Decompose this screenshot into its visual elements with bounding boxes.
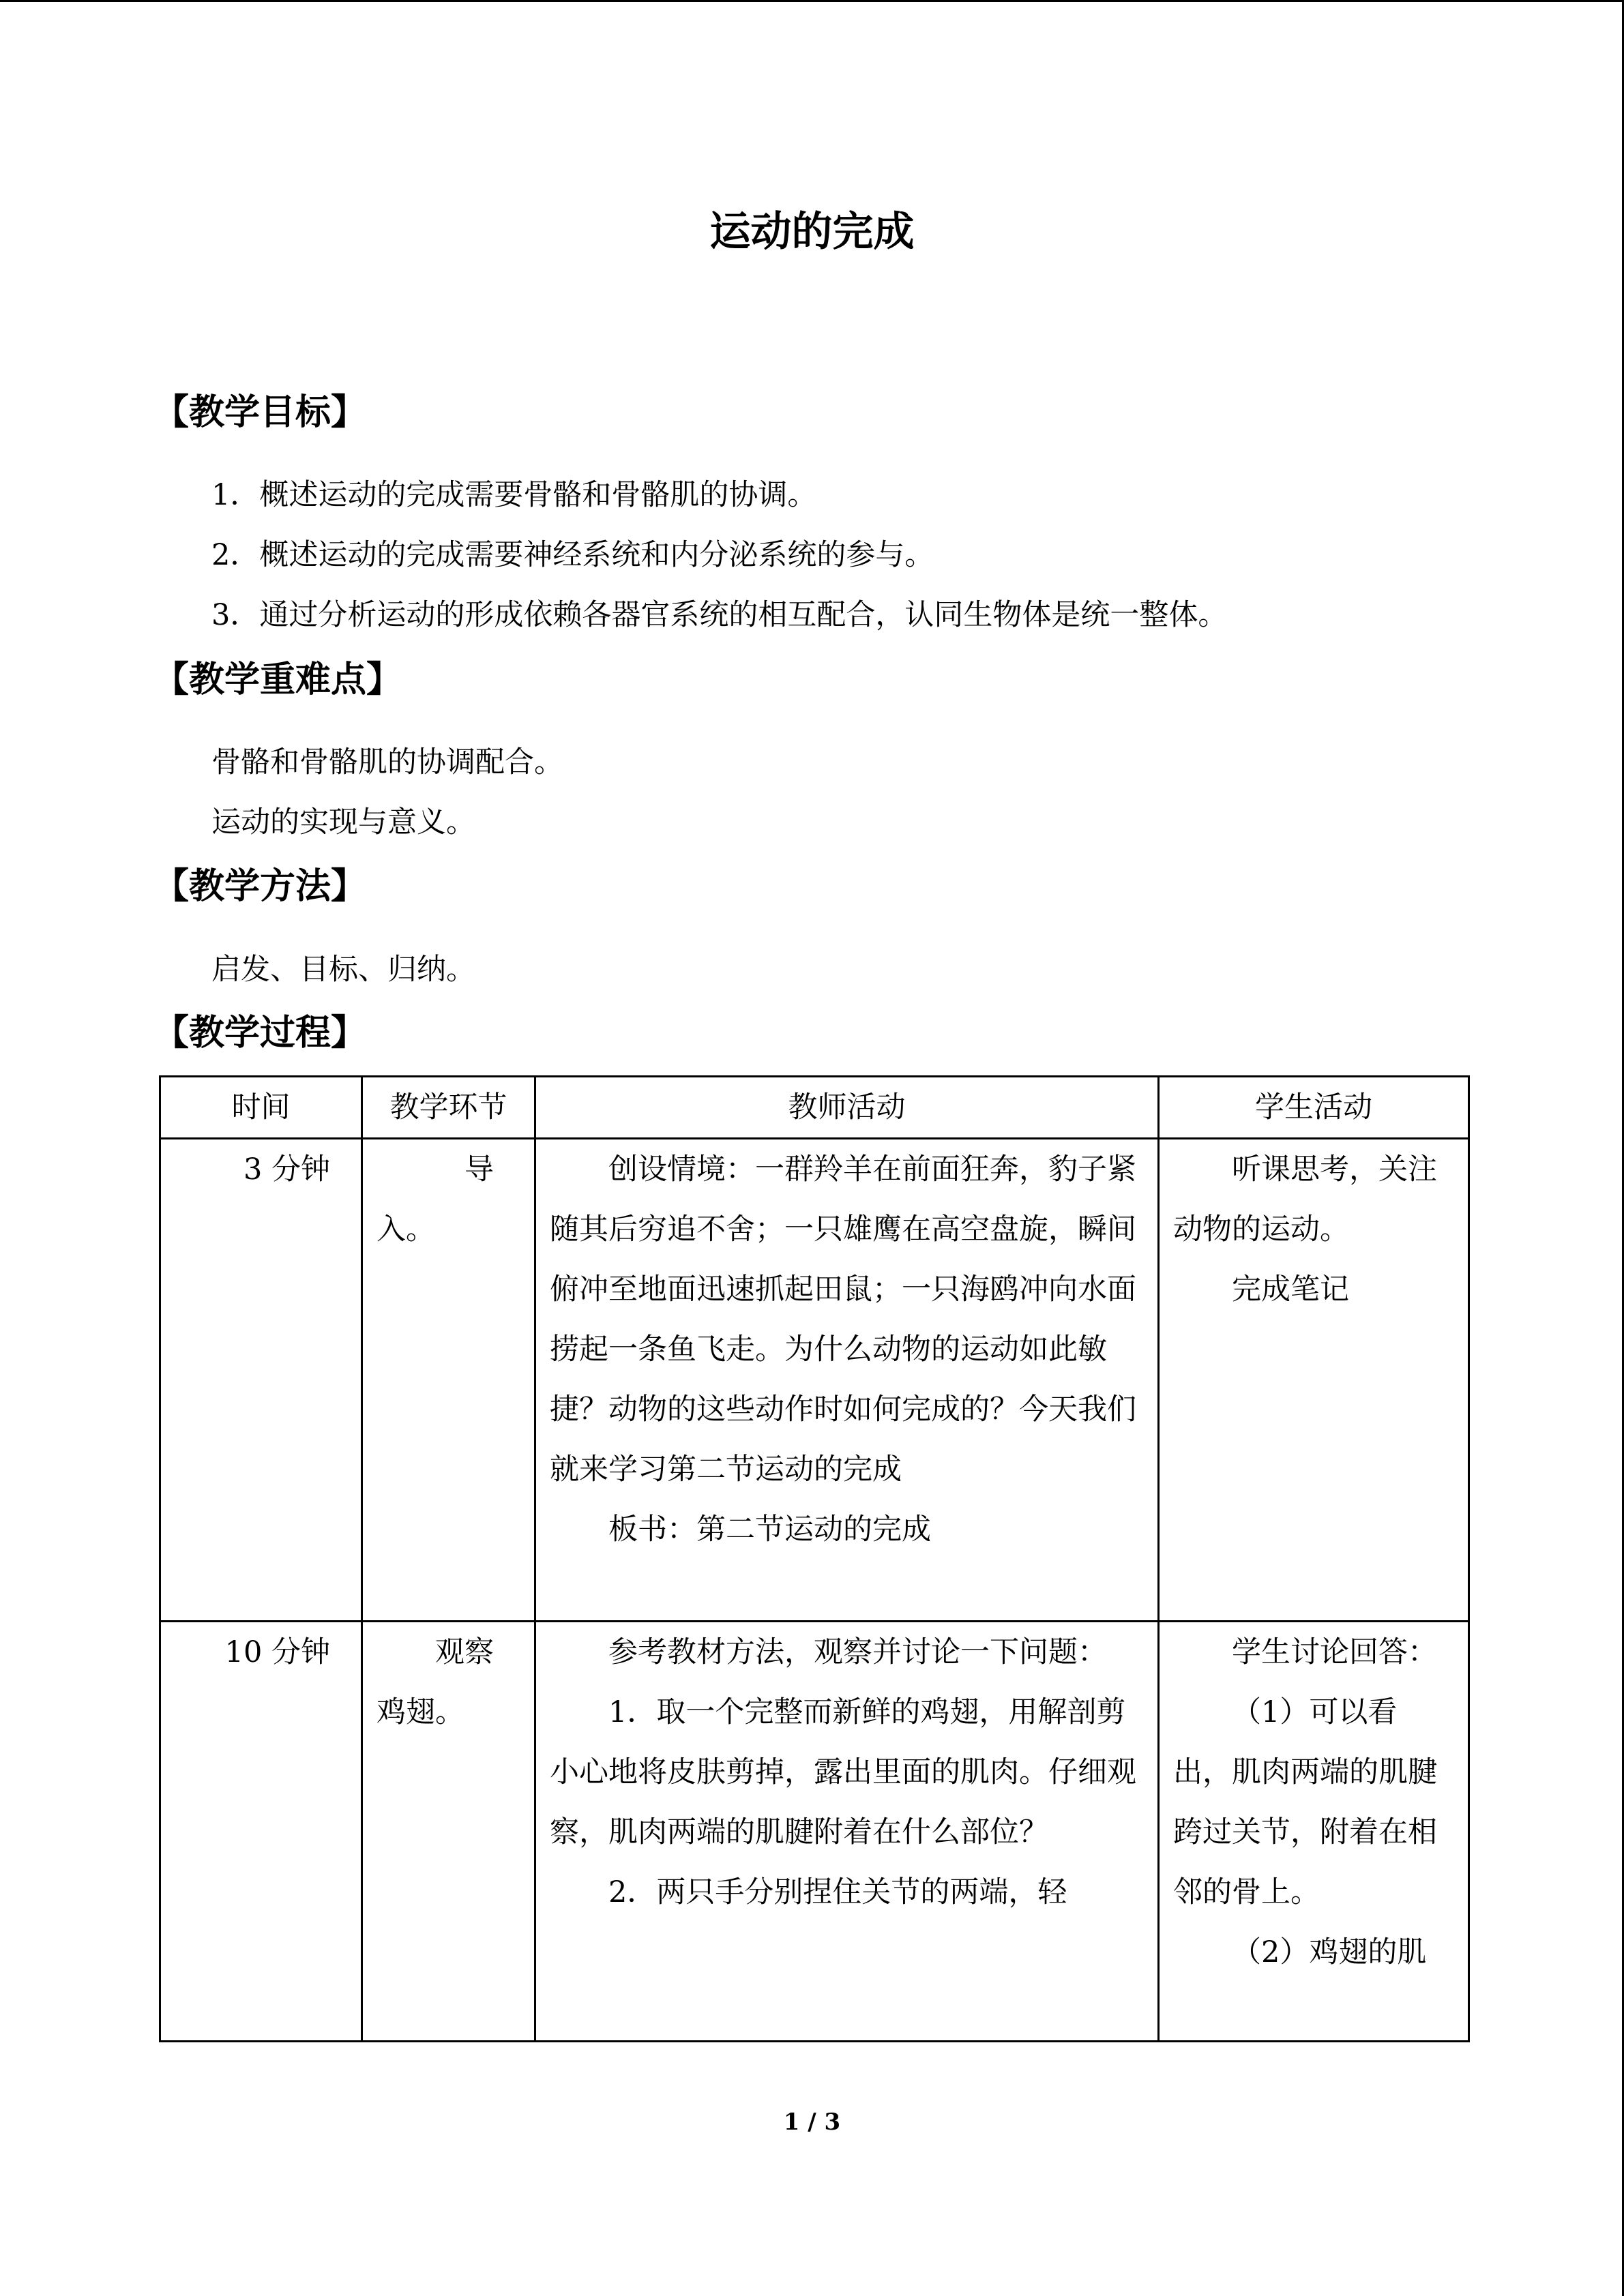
row-student-activity [1159,1622,1469,2042]
objectives-heading: 【教学目标】 [153,392,367,433]
table-header-row [160,1077,1469,1139]
key-point-item-2: 运动的实现与意义。 [211,805,475,839]
teacher-paragraph: 板书：第二节运动的完成 [608,1512,931,1547]
row-stage-text: 导入。 [377,1152,494,1247]
teacher-paragraph: 2．两只手分别捏住关节的两端，轻 [608,1875,1067,1909]
process-heading: 【教学过程】 [153,1013,367,1054]
key-point-item-1: 骨骼和骨骼肌的协调配合。 [211,745,563,779]
student-paragraph: 完成笔记 [1232,1272,1349,1307]
header-teacher-activity: 教师活动 [535,1077,1159,1139]
header-student-activity: 学生活动 [1159,1077,1469,1139]
objective-item-1: 1．概述运动的完成需要骨骼和骨骼肌的协调。 [211,478,817,512]
row-stage [362,1139,535,1622]
student-paragraph: （2）鸡翅的肌 [1232,1935,1427,1969]
student-paragraph: 学生讨论回答： [1232,1635,1437,1669]
key-points-heading: 【教学重难点】 [153,659,402,700]
student-paragraph: 听课思考，关注动物的运动。 [1173,1152,1437,1247]
document-title: 运动的完成 [709,208,915,256]
methods-heading: 【教学方法】 [153,866,367,907]
method-item-1: 启发、目标、归纳。 [211,953,475,987]
teacher-paragraph: 1．取一个完整而新鲜的鸡翅，用解剖剪小心地将皮肤剪掉，露出里面的肌肉。仔细观察，肌肉两端的肌腱附着在什么部位？ [550,1695,1136,1849]
row-stage [362,1622,535,2042]
row-student-activity [1159,1139,1469,1622]
row-time [160,1139,362,1622]
table-row [160,1139,1469,1622]
row-teacher-activity [535,1622,1159,2042]
teacher-paragraph: 创设情境：一群羚羊在前面狂奔，豹子紧随其后穷追不舍；一只雄鹰在高空盘旋，瞬间俯冲至地面迅速抓起田鼠；一只海鸥冲向水面捞起一条鱼飞走。为什么动物的运动如此敏捷？动物的这些动作时如何完成的？今天我们就来学习第二节运动的完成 [550,1152,1136,1487]
table-row [160,1622,1469,2042]
objective-item-2: 2．概述运动的完成需要神经系统和内分泌系统的参与。 [211,538,934,572]
student-paragraph: （1）可以看出，肌肉两端的肌腱跨过关节，附着在相邻的骨上。 [1173,1695,1437,1909]
page-top-border [0,0,1624,2]
page-number: 1 / 3 [783,2108,841,2136]
objective-item-3: 3．通过分析运动的形成依赖各器官系统的相互配合，认同生物体是统一整体。 [211,598,1228,632]
row-stage-text: 观察鸡翅。 [377,1635,494,1729]
row-time-text: 10 分钟 [224,1635,330,1669]
header-stage: 教学环节 [362,1077,535,1139]
row-time [160,1622,362,2042]
header-time: 时间 [160,1077,362,1139]
lesson-process-table [159,1075,1470,2042]
teacher-paragraph: 参考教材方法，观察并讨论一下问题： [608,1635,1107,1669]
row-time-text: 3 分钟 [243,1152,330,1187]
row-teacher-activity [535,1139,1159,1622]
